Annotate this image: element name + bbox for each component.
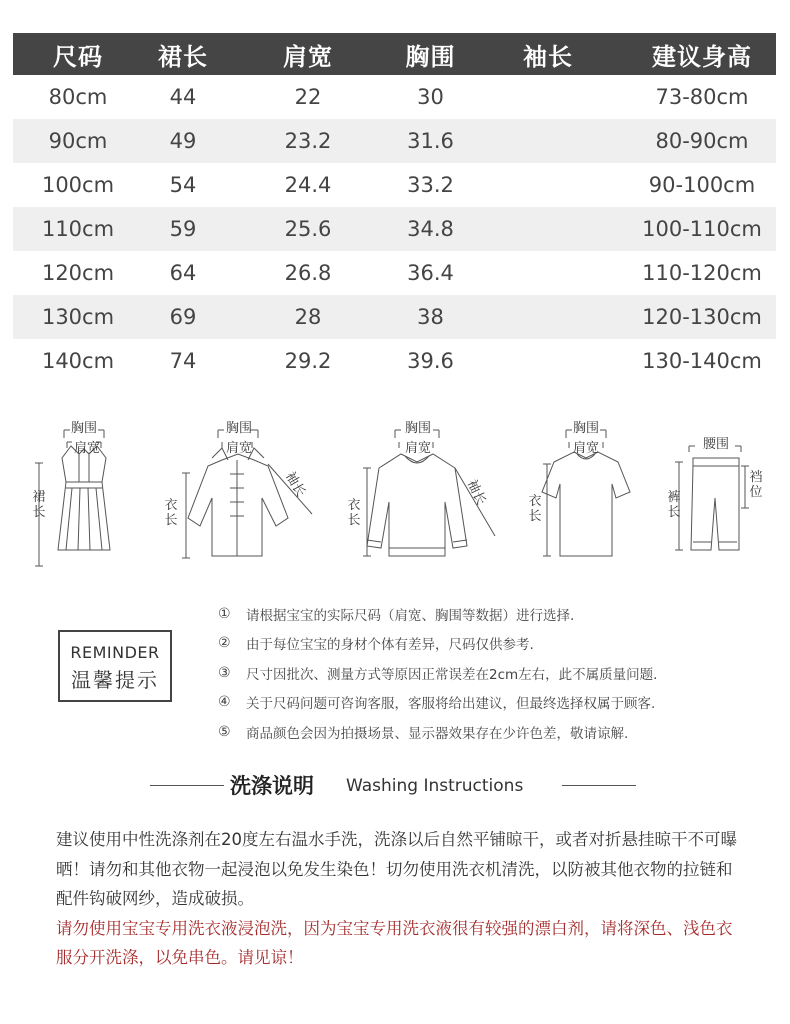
washing-warning: 请勿使用宝宝专用洗衣液浸泡洗，因为宝宝专用洗衣液很有较强的漂白剂，请将深色、浅色衣服分开洗涤，以免串色。请见谅！: [56, 918, 733, 967]
cell-size: 100cm: [41, 173, 115, 197]
cell-size: 110cm: [41, 217, 115, 241]
tshirt-diagram: [520, 418, 660, 568]
pants-diagram: [665, 418, 775, 568]
washing-title: [150, 770, 640, 802]
cell-size: 130cm: [41, 305, 115, 329]
pants-waist-label: 腰围: [703, 437, 730, 452]
cell-chest: 38: [417, 305, 444, 329]
cell-dress-length: 69: [169, 305, 197, 329]
cell-shoulder: 25.6: [284, 217, 332, 241]
header-size: 尺码: [53, 42, 103, 71]
note-number: ④: [218, 694, 231, 711]
table-row: [13, 339, 776, 383]
header-shoulder: 肩宽: [283, 42, 333, 71]
dress-diagram: [24, 418, 134, 568]
washing-title-en: Washing Instructions: [346, 776, 524, 796]
cell-height: 80-90cm: [655, 129, 749, 153]
reminder-box: [58, 630, 172, 702]
cell-size: 80cm: [48, 85, 108, 109]
reminder-note: [218, 658, 778, 688]
table-row: [13, 251, 776, 295]
size-table: [13, 33, 776, 383]
title-divider-right: [562, 785, 636, 786]
cell-height: 110-120cm: [642, 261, 762, 285]
tshirt-chest-label: 胸围: [573, 421, 600, 436]
cell-chest: 39.6: [407, 349, 454, 373]
note-number: ②: [218, 635, 231, 652]
sweater-diagram: [345, 418, 515, 568]
cell-height: 120-130cm: [642, 305, 762, 329]
sweater-chest-label: 胸围: [405, 421, 432, 436]
table-header: [13, 33, 776, 75]
sweater-sleeve-label: 袖长: [463, 477, 489, 508]
cell-shoulder: 23.2: [284, 129, 332, 153]
reminder-note: [218, 629, 778, 659]
header-sleeve: 袖长: [523, 42, 573, 71]
cell-shoulder: 24.4: [284, 173, 332, 197]
cell-shoulder: 26.8: [284, 261, 332, 285]
cell-chest: 30: [417, 85, 444, 109]
cell-size: 120cm: [41, 261, 115, 285]
cell-dress-length: 54: [169, 173, 197, 197]
sweater-length-label: 衣长: [347, 498, 361, 528]
header-dress-length: 裙长: [158, 42, 208, 71]
dress-shoulder-label: 肩宽: [74, 441, 101, 456]
measurement-diagrams: [0, 418, 790, 568]
tshirt-shoulder-label: 肩宽: [573, 441, 600, 456]
jacket-length-label: 衣长: [164, 498, 178, 528]
note-text: 由于每位宝宝的身材个体有差异，尺码仅供参考.: [246, 637, 534, 654]
reminder-note: [218, 717, 778, 747]
table-row: [13, 75, 776, 119]
cell-dress-length: 74: [169, 349, 197, 373]
cell-shoulder: 28: [294, 305, 322, 329]
cell-chest: 33.2: [407, 173, 454, 197]
washing-instructions: [56, 825, 746, 973]
cell-chest: 36.4: [407, 261, 454, 285]
cell-shoulder: 29.2: [284, 349, 332, 373]
jacket-sleeve-label: 袖长: [282, 469, 309, 500]
cell-height: 90-100cm: [648, 173, 756, 197]
header-height: 建议身高: [652, 42, 752, 71]
jacket-shoulder-label: 肩宽: [226, 441, 253, 456]
washing-title-zh: 洗涤说明: [230, 774, 314, 798]
note-text: 请根据宝宝的实际尺码（肩宽、胸围等数据）进行选择.: [246, 607, 575, 624]
title-divider-left: [150, 785, 224, 786]
note-number: ⑤: [218, 723, 231, 740]
header-chest: 胸围: [405, 42, 456, 71]
cell-dress-length: 64: [169, 261, 197, 285]
note-text: 尺寸因批次、测量方式等原因正常误差在2cm左右，此不属质量问题.: [246, 666, 658, 683]
sweater-shoulder-label: 肩宽: [405, 441, 432, 456]
pants-crotch-label: 裆位: [749, 470, 763, 500]
reminder-note: [218, 688, 778, 718]
reminder-title-zh: 温馨提示: [71, 668, 159, 692]
jacket-diagram: [160, 418, 330, 568]
table-row: [13, 119, 776, 163]
table-row: [13, 295, 776, 339]
reminder-note: [218, 599, 778, 629]
cell-shoulder: 22: [294, 85, 322, 109]
cell-height: 130-140cm: [642, 349, 762, 373]
table-row: [13, 163, 776, 207]
cell-chest: 31.6: [407, 129, 454, 153]
tshirt-length-label: 衣长: [528, 494, 542, 524]
note-text: 商品颜色会因为拍摄场景、显示器效果存在少许色差，敬请谅解.: [246, 725, 629, 742]
cell-height: 73-80cm: [655, 85, 749, 109]
cell-chest: 34.8: [407, 217, 454, 241]
pants-length-label: 裤长: [667, 490, 681, 520]
cell-size: 90cm: [48, 129, 108, 153]
reminder-title-en: REMINDER: [70, 643, 160, 662]
dress-chest-label: 胸围: [71, 421, 98, 436]
cell-dress-length: 44: [169, 85, 197, 109]
dress-length-label: 裙长: [32, 490, 46, 520]
table-row: [13, 207, 776, 251]
note-number: ③: [218, 664, 231, 681]
reminder-notes: [218, 599, 778, 747]
washing-body: 建议使用中性洗涤剂在20度左右温水手洗，洗涤以后自然平铺晾干，或者对折悬挂晾干不可曝晒！请勿和其他衣物一起浸泡以免发生染色！切勿使用洗衣机清洗，以防被其他衣物的拉链和配件钩破网纱，造成破损。: [56, 830, 737, 908]
note-number: ①: [218, 605, 231, 622]
cell-dress-length: 49: [169, 129, 197, 153]
cell-dress-length: 59: [169, 217, 197, 241]
cell-size: 140cm: [41, 349, 115, 373]
jacket-chest-label: 胸围: [226, 421, 253, 436]
cell-height: 100-110cm: [642, 217, 762, 241]
note-text: 关于尺码问题可咨询客服，客服将给出建议，但最终选择权属于顾客.: [246, 696, 656, 713]
table-body: [13, 75, 776, 383]
